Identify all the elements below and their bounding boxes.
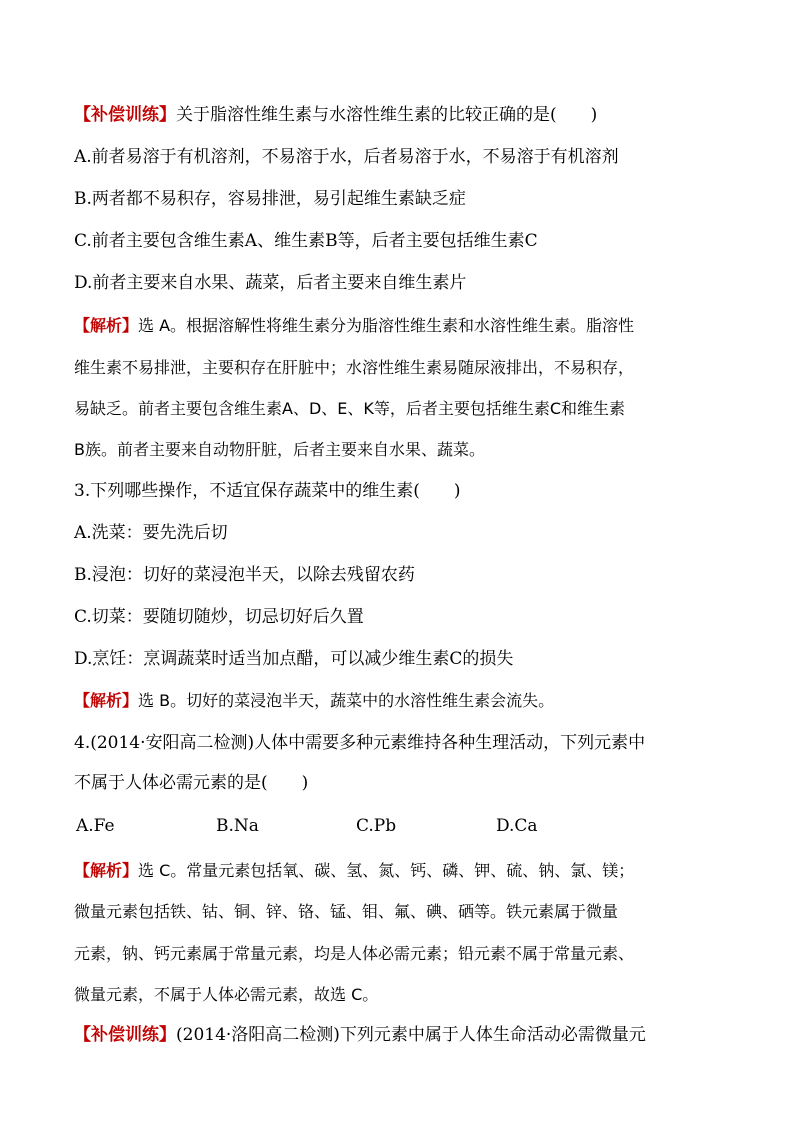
option-a: A.前者易溶于有机溶剂，不易溶于水，后者易溶于水，不易溶于有机溶剂 [74, 147, 619, 167]
option-c: C.Pb [356, 816, 397, 836]
question-compensation-1 [74, 100, 597, 130]
question-4-line: 4.(2014·安阳高二检测)人体中需要多种元素维持各种生理活动，下列元素中 [74, 733, 646, 753]
analysis-tag: 【解析】 [74, 316, 139, 335]
question-4-line: 不属于人体必需元素的是( ) [74, 773, 309, 793]
question-text: 关于脂溶性维生素与水溶性维生素的比较正确的是( ) [176, 105, 598, 125]
analysis-line [74, 686, 554, 716]
analysis-tag: 【解析】 [74, 691, 139, 710]
option-a: A.Fe [76, 816, 115, 836]
question-3: 3.下列哪些操作，不适宜保存蔬菜中的维生素( ) [74, 481, 461, 501]
analysis-line: 维生素不易排泄，主要积存在肝脏中；水溶性维生素易随尿液排出，不易积存， [74, 358, 635, 377]
option-d: D.烹饪：烹调蔬菜时适当加点醋，可以减少维生素C的损失 [74, 649, 514, 669]
option-b: B.浸泡：切好的菜浸泡半天，以除去残留农药 [74, 565, 415, 585]
options-row [74, 811, 734, 841]
analysis-line: B族。前者主要来自动物肝脏，后者主要来自水果、蔬菜。 [74, 440, 485, 459]
analysis-text: 选 B。切好的菜浸泡半天，蔬菜中的水溶性维生素会流失。 [138, 691, 555, 710]
analysis-tag: 【解析】 [74, 861, 139, 880]
option-b: B.Na [216, 816, 259, 836]
compensation-tag: 【补偿训练】 [74, 1025, 176, 1045]
analysis-line: 微量元素包括铁、钴、铜、锌、铬、锰、钼、氟、碘、硒等。铁元素属于微量 [74, 902, 619, 921]
analysis-line: 微量元素，不属于人体必需元素，故选 C。 [74, 985, 379, 1004]
analysis-line: 元素，钠、钙元素属于常量元素，均是人体必需元素；铅元素不属于常量元素、 [74, 944, 635, 963]
option-c: C.切菜：要随切随炒，切忌切好后久置 [74, 607, 364, 627]
analysis-line [74, 311, 634, 341]
analysis-text: 选 C。常量元素包括氧、碳、氢、氮、钙、磷、钾、硫、钠、氯、镁； [138, 861, 635, 880]
question-compensation-2 [74, 1020, 646, 1050]
option-a: A.洗菜：要先洗后切 [74, 523, 228, 543]
analysis-text: 选 A。根据溶解性将维生素分为脂溶性维生素和水溶性维生素。脂溶性 [138, 316, 635, 335]
option-b: B.两者都不易积存，容易排泄，易引起维生素缺乏症 [74, 189, 466, 209]
question-text: (2014·洛阳高二检测)下列元素中属于人体生命活动必需微量元 [176, 1025, 646, 1045]
compensation-tag: 【补偿训练】 [74, 105, 176, 125]
option-c: C.前者主要包含维生素A、维生素B等，后者主要包括维生素C [74, 231, 538, 251]
option-d: D.Ca [496, 816, 538, 836]
analysis-line [74, 856, 634, 886]
option-d: D.前者主要来自水果、蔬菜，后者主要来自维生素片 [74, 273, 467, 293]
analysis-line: 易缺乏。前者主要包含维生素A、D、E、K等，后者主要包括维生素C和维生素 [74, 399, 626, 418]
